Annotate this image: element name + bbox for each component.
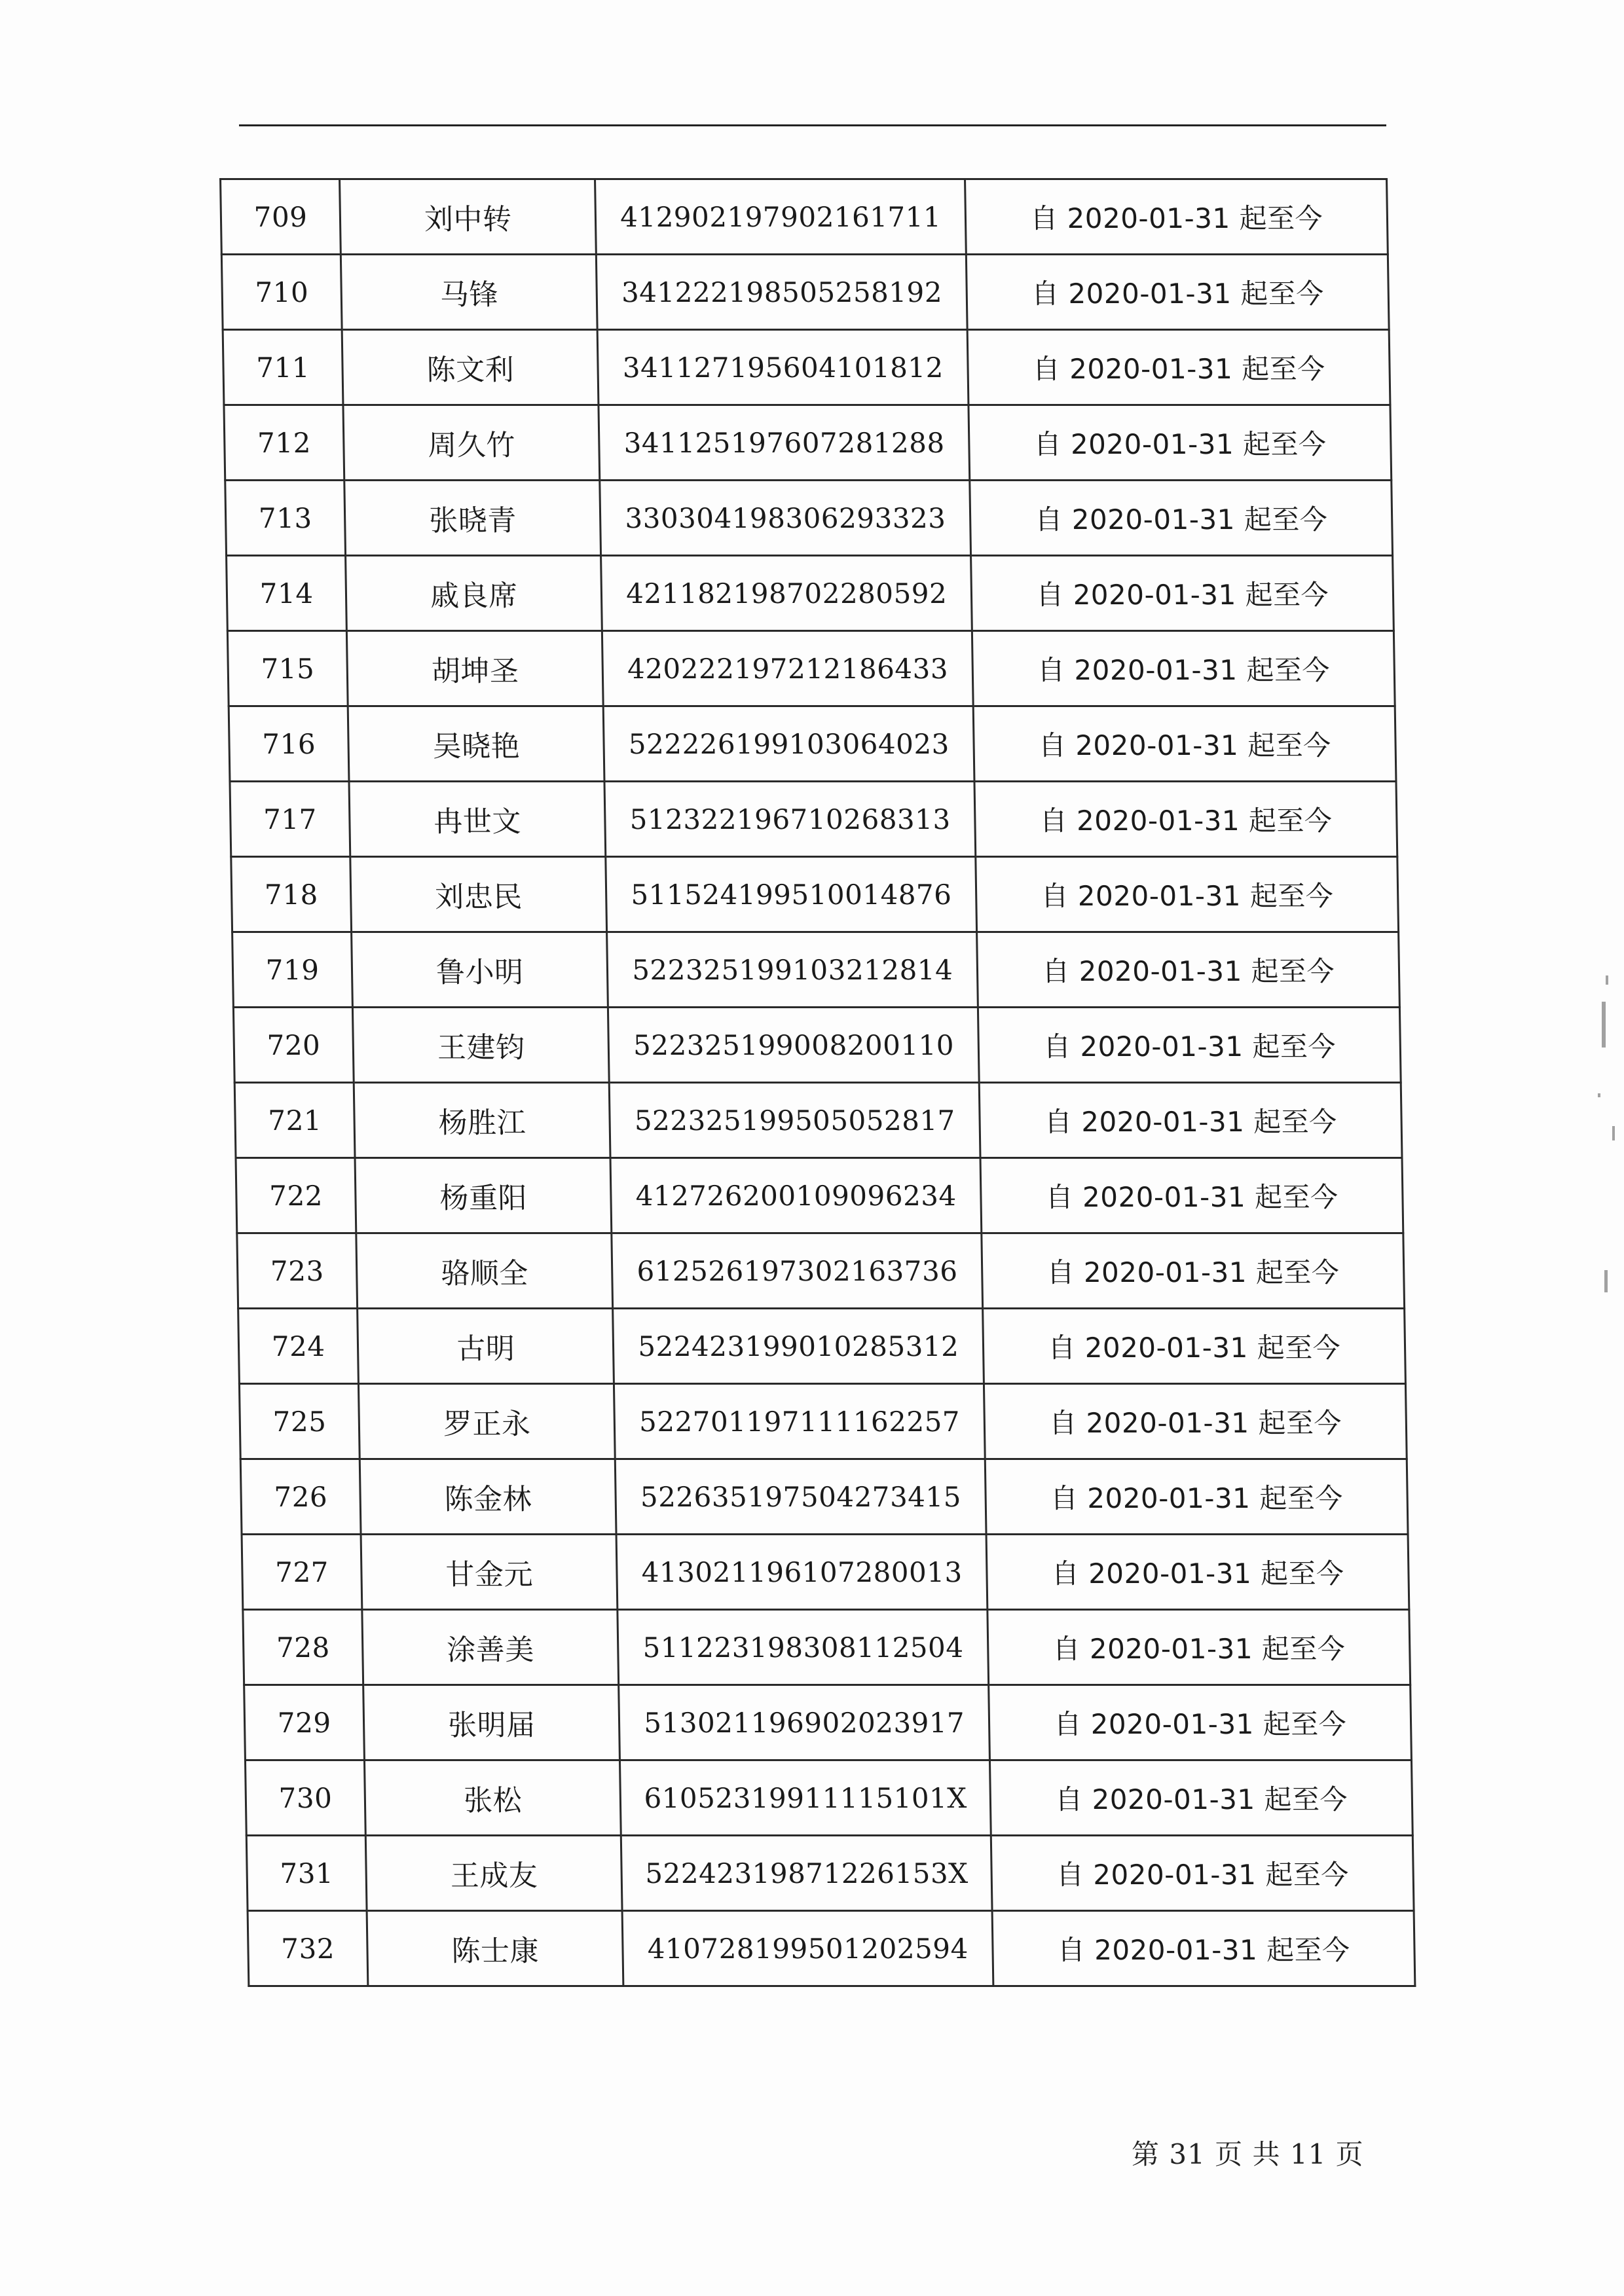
row-number: 726 <box>240 1459 361 1535</box>
row-number: 731 <box>246 1836 367 1911</box>
row-number: 711 <box>223 330 343 405</box>
table-row <box>231 857 1399 932</box>
id-number: 341125197607281288 <box>599 405 970 481</box>
table-row <box>232 932 1400 1008</box>
validity-period: 自 2020-01-31 起至今 <box>970 481 1393 556</box>
person-name: 张晓青 <box>344 481 601 556</box>
table-row <box>221 179 1388 255</box>
person-name: 陈士康 <box>367 1911 623 1986</box>
row-number: 719 <box>232 932 353 1008</box>
row-number: 722 <box>236 1158 356 1233</box>
table-row <box>240 1459 1408 1535</box>
id-number: 330304198306293323 <box>600 481 971 556</box>
row-number: 723 <box>237 1233 358 1309</box>
row-number: 720 <box>233 1008 354 1083</box>
id-number: 412902197902161711 <box>595 179 967 255</box>
table-row <box>229 706 1396 782</box>
id-number: 421182198702280592 <box>601 556 972 631</box>
row-number: 732 <box>248 1911 368 1986</box>
scan-artifact <box>1602 1002 1606 1048</box>
person-name: 刘中转 <box>340 179 597 255</box>
id-number: 413021196107280013 <box>616 1535 987 1610</box>
table-row <box>234 1083 1402 1158</box>
id-number: 61052319911115101X <box>620 1760 991 1836</box>
validity-period: 自 2020-01-31 起至今 <box>986 1459 1409 1535</box>
id-number: 511524199510014876 <box>606 857 977 932</box>
table-row <box>227 631 1395 706</box>
person-name: 张松 <box>365 1760 621 1836</box>
id-number: 512322196710268313 <box>604 782 976 857</box>
person-name: 王成友 <box>366 1836 623 1911</box>
table-row <box>245 1760 1412 1836</box>
row-number: 721 <box>234 1083 355 1158</box>
row-number: 728 <box>243 1610 363 1685</box>
person-name: 刘忠民 <box>350 857 607 932</box>
validity-period: 自 2020-01-31 起至今 <box>980 1158 1403 1233</box>
table-row <box>244 1685 1412 1760</box>
table-row <box>238 1309 1406 1384</box>
table-row <box>223 330 1390 405</box>
row-number: 712 <box>224 405 344 481</box>
id-number: 522325199505052817 <box>609 1083 980 1158</box>
table-row <box>246 1836 1414 1911</box>
table-row <box>242 1535 1409 1610</box>
validity-period: 自 2020-01-31 起至今 <box>974 782 1397 857</box>
id-number: 412726200109096234 <box>610 1158 982 1233</box>
row-number: 727 <box>242 1535 362 1610</box>
person-name: 陈金林 <box>360 1459 617 1535</box>
validity-period: 自 2020-01-31 起至今 <box>990 1760 1413 1836</box>
row-number: 730 <box>245 1760 365 1836</box>
validity-period: 自 2020-01-31 起至今 <box>989 1685 1412 1760</box>
table-row <box>227 556 1394 631</box>
id-number: 522635197504273415 <box>615 1459 986 1535</box>
row-number: 718 <box>231 857 352 932</box>
table-row <box>239 1384 1407 1459</box>
person-name: 吴晓艳 <box>348 706 604 782</box>
validity-period: 自 2020-01-31 起至今 <box>965 179 1388 255</box>
id-number: 522423199010285312 <box>613 1309 984 1384</box>
validity-period: 自 2020-01-31 起至今 <box>992 1911 1415 1986</box>
row-number: 729 <box>244 1685 365 1760</box>
table-row <box>225 481 1393 556</box>
person-name: 古明 <box>358 1309 614 1384</box>
table-row <box>221 255 1389 330</box>
person-name: 胡坤圣 <box>347 631 604 706</box>
person-name: 马锋 <box>341 255 598 330</box>
row-number: 717 <box>230 782 350 857</box>
scan-artifact <box>1606 975 1608 985</box>
person-name: 鲁小明 <box>352 932 608 1008</box>
person-name: 张明届 <box>363 1685 620 1760</box>
validity-period: 自 2020-01-31 起至今 <box>967 330 1390 405</box>
scan-artifact <box>1598 1093 1600 1097</box>
validity-period: 自 2020-01-31 起至今 <box>983 1309 1406 1384</box>
person-name: 罗正永 <box>359 1384 616 1459</box>
personnel-table <box>219 178 1416 1987</box>
validity-period: 自 2020-01-31 起至今 <box>969 405 1392 481</box>
validity-period: 自 2020-01-31 起至今 <box>976 857 1399 932</box>
table-body <box>221 179 1415 1986</box>
id-number: 612526197302163736 <box>612 1233 983 1309</box>
table-row <box>233 1008 1401 1083</box>
table-row <box>243 1610 1411 1685</box>
validity-period: 自 2020-01-31 起至今 <box>971 556 1394 631</box>
table-row <box>237 1233 1405 1309</box>
header-rule <box>239 124 1386 126</box>
id-number: 341127195604101812 <box>597 330 969 405</box>
scan-artifact <box>1612 1126 1615 1140</box>
row-number: 725 <box>239 1384 360 1459</box>
id-number: 341222198505258192 <box>597 255 968 330</box>
validity-period: 自 2020-01-31 起至今 <box>979 1083 1402 1158</box>
id-number: 522325199008200110 <box>608 1008 980 1083</box>
person-name: 冉世文 <box>349 782 606 857</box>
validity-period: 自 2020-01-31 起至今 <box>973 706 1396 782</box>
row-number: 713 <box>225 481 346 556</box>
table-row <box>236 1158 1403 1233</box>
validity-period: 自 2020-01-31 起至今 <box>991 1836 1414 1911</box>
id-number: 522325199103212814 <box>607 932 978 1008</box>
row-number: 724 <box>238 1309 359 1384</box>
person-name: 戚良席 <box>346 556 602 631</box>
table-row <box>224 405 1392 481</box>
validity-period: 自 2020-01-31 起至今 <box>978 1008 1401 1083</box>
row-number: 709 <box>221 179 341 255</box>
id-number: 513021196902023917 <box>619 1685 990 1760</box>
scan-artifact <box>1604 1270 1608 1292</box>
validity-period: 自 2020-01-31 起至今 <box>967 255 1390 330</box>
id-number: 420222197212186433 <box>602 631 974 706</box>
row-number: 710 <box>221 255 342 330</box>
row-number: 716 <box>229 706 349 782</box>
validity-period: 自 2020-01-31 起至今 <box>972 631 1395 706</box>
person-name: 陈文利 <box>342 330 599 405</box>
table-row <box>248 1911 1415 1986</box>
id-number: 52242319871226153X <box>621 1836 992 1911</box>
row-number: 714 <box>227 556 347 631</box>
row-number: 715 <box>227 631 348 706</box>
person-name: 杨重阳 <box>355 1158 612 1233</box>
person-name: 周久竹 <box>343 405 600 481</box>
validity-period: 自 2020-01-31 起至今 <box>987 1610 1411 1685</box>
id-number: 522701197111162257 <box>614 1384 986 1459</box>
person-name: 骆顺全 <box>356 1233 613 1309</box>
person-name: 王建钧 <box>353 1008 610 1083</box>
validity-period: 自 2020-01-31 起至今 <box>984 1384 1407 1459</box>
id-number: 410728199501202594 <box>622 1911 993 1986</box>
person-name: 杨胜江 <box>354 1083 611 1158</box>
person-name: 涂善美 <box>362 1610 619 1685</box>
validity-period: 自 2020-01-31 起至今 <box>977 932 1400 1008</box>
id-number: 522226199103064023 <box>603 706 974 782</box>
validity-period: 自 2020-01-31 起至今 <box>982 1233 1405 1309</box>
id-number: 511223198308112504 <box>618 1610 989 1685</box>
table-row <box>230 782 1397 857</box>
person-name: 甘金元 <box>361 1535 618 1610</box>
page-number: 第 31 页 共 11 页 <box>1132 2138 1364 2170</box>
validity-period: 自 2020-01-31 起至今 <box>986 1535 1409 1610</box>
